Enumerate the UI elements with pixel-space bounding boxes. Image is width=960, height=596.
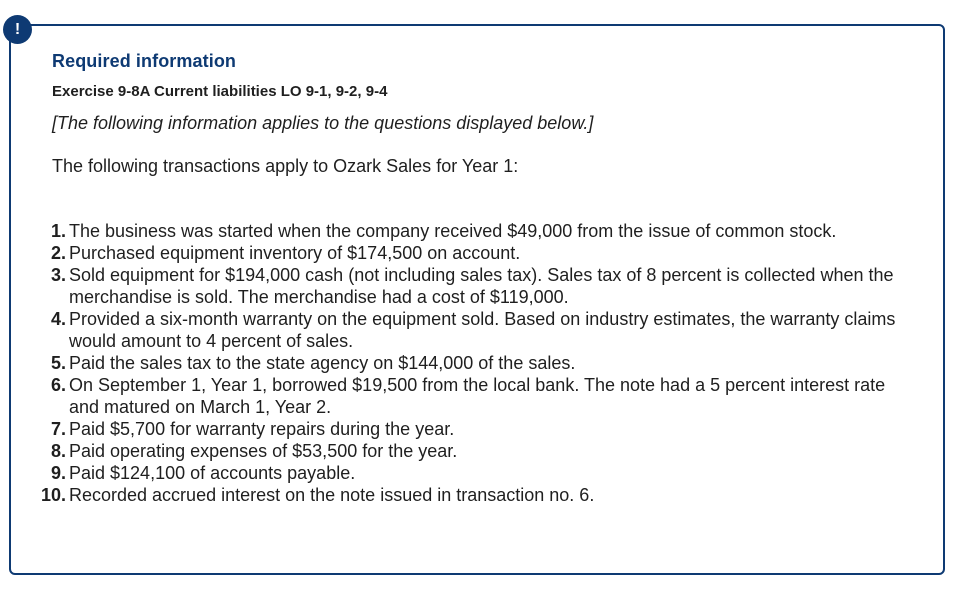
transaction-number: 9.: [50, 463, 66, 483]
exercise-subtitle: Exercise 9-8A Current liabilities LO 9-1, 9-2, 9-4: [52, 83, 388, 100]
transaction-text: Paid the sales tax to the state agency on $144,000 of the sales.: [69, 353, 576, 373]
transaction-item: [36, 220, 896, 242]
transaction-text: Paid $5,700 for warranty repairs during the year.: [69, 419, 455, 439]
transaction-number: 5.: [50, 353, 66, 373]
transaction-number: 3.: [50, 265, 66, 285]
transaction-text: Sold equipment for $194,000 cash (not including sales tax). Sales tax of 8 percent is collected when the merchandise is sold. The merchandise had a cost of $119,000.: [69, 265, 894, 307]
transaction-item: [36, 264, 896, 308]
transaction-number: 6.: [50, 375, 66, 395]
intro-text: The following transactions apply to Ozark Sales for Year 1:: [52, 156, 519, 176]
transaction-text: Recorded accrued interest on the note issued in transaction no. 6.: [69, 485, 595, 505]
transaction-number: 2.: [50, 243, 66, 263]
transaction-number: 4.: [50, 309, 66, 329]
transaction-item: [36, 242, 896, 264]
exclamation-icon: !: [3, 15, 32, 44]
transaction-text: Purchased equipment inventory of $174,500 on account.: [69, 243, 521, 263]
transaction-number: 7.: [50, 419, 66, 439]
transaction-item: [36, 308, 896, 352]
transaction-item: [36, 440, 896, 462]
transaction-list: [36, 220, 896, 506]
transaction-text: On September 1, Year 1, borrowed $19,500 from the local bank. The note had a 5 percent interest rate and matured on March 1, Year 2.: [69, 375, 886, 417]
transaction-item: [36, 352, 896, 374]
transaction-item: [36, 462, 896, 484]
transaction-number: 1.: [50, 221, 66, 241]
applies-note: [The following information applies to the questions displayed below.]: [52, 113, 594, 133]
transaction-text: Provided a six-month warranty on the equipment sold. Based on industry estimates, the warranty claims would amount to 4 percent of sales.: [69, 309, 896, 351]
transaction-text: The business was started when the company received $49,000 from the issue of common stock.: [69, 221, 837, 241]
transaction-text: Paid operating expenses of $53,500 for the year.: [69, 441, 458, 461]
transaction-number: 10.: [40, 485, 66, 505]
card-title: Required information: [52, 51, 237, 71]
transaction-item: [36, 374, 896, 418]
transaction-text: Paid $124,100 of accounts payable.: [69, 463, 356, 483]
transaction-item: [36, 484, 896, 506]
transaction-item: [36, 418, 896, 440]
transaction-number: 8.: [50, 441, 66, 461]
